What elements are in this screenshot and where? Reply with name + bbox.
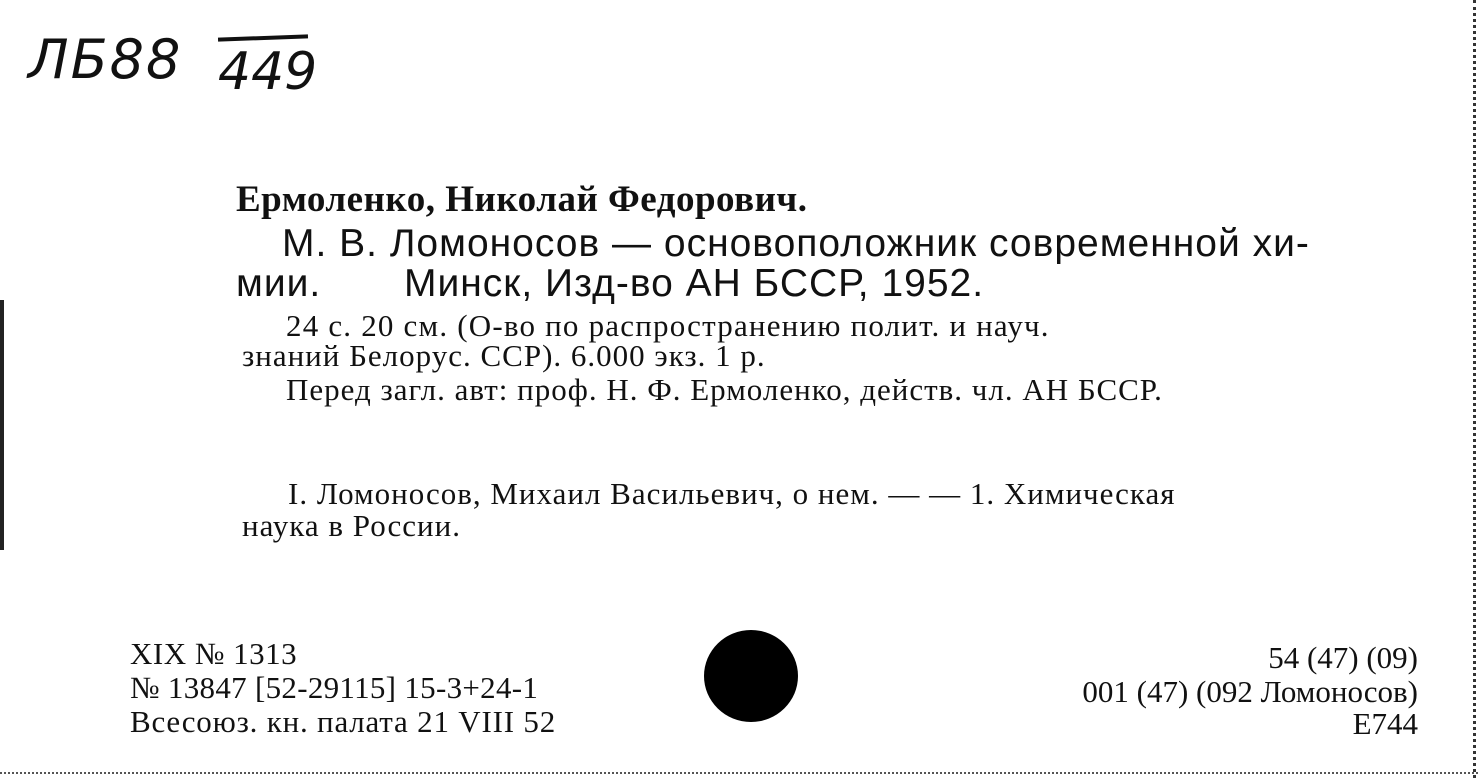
call-number-denominator: 449 [218,42,318,102]
entry-imprint: Минск, Изд-во АН БССР, 1952. [404,262,985,305]
entry-title: М. В. Ломоносов — основоположник современной хи- [282,222,1310,265]
card-edge-right [1470,0,1476,778]
entry-note: Перед загл. авт: проф. Н. Ф. Ермоленко, действ. чл. АН БССР. [286,372,1163,407]
entry-subject-continued: наука в России. [242,508,461,543]
punch-hole [704,630,798,722]
call-number-fraction [218,36,318,102]
card-edge-bottom [0,770,1478,774]
call-number: ЛБ88 [28,28,183,91]
entry-title-continued: мии. [236,262,322,305]
registry-line-2: № 13847 [52-29115] 15-3+24-1 [130,670,539,705]
fraction-bar [218,34,308,41]
classification-line-3: Е744 [1352,706,1418,741]
entry-author: Ермоленко, Николай Федорович. [236,179,808,220]
entry-collation: 24 с. 20 см. (О-во по распространению полит. и науч. [286,308,1050,343]
classification-line-1: 54 (47) (09) [1268,640,1418,675]
classification-line-2: 001 (47) (092 Ломоносов) [1082,674,1418,709]
registry-line-1: XIX № 1313 [130,636,298,671]
entry-collation-continued: знаний Белорус. ССР). 6.000 экз. 1 р. [242,338,766,373]
registry-line-3: Всесоюз. кн. палата 21 VIII 52 [130,704,557,739]
card-edge-left [0,300,4,550]
entry-subject: I. Ломоносов, Михаил Васильевич, о нем. — — 1. Химическая [288,476,1176,511]
